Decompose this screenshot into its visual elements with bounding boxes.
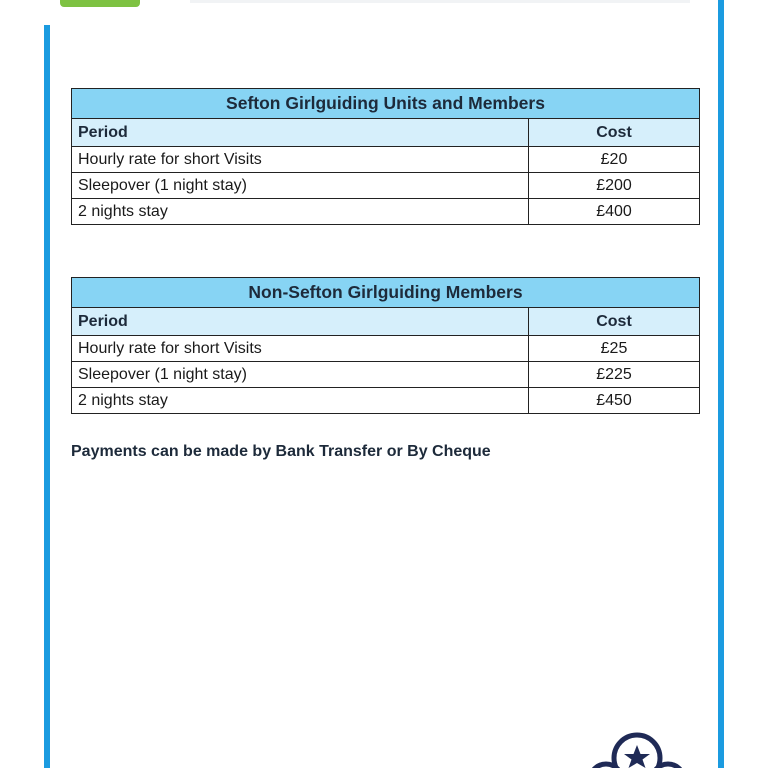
- cost-cell: £400: [529, 199, 700, 225]
- right-blue-border: [718, 0, 724, 768]
- table-row: [72, 336, 700, 362]
- table-row: [72, 388, 700, 414]
- cost-cell: £450: [529, 388, 700, 414]
- period-header: Period: [72, 119, 529, 147]
- sefton-rates-table: [71, 88, 700, 225]
- left-blue-border: [44, 25, 50, 768]
- table-row: [72, 173, 700, 199]
- cost-cell: £20: [529, 147, 700, 173]
- cost-header: Cost: [529, 119, 700, 147]
- non-sefton-rates-table: [71, 277, 700, 414]
- period-cell: Hourly rate for short Visits: [72, 336, 529, 362]
- table-header-row: [72, 119, 700, 147]
- table-row: [72, 147, 700, 173]
- table-title: Non-Sefton Girlguiding Members: [72, 278, 700, 308]
- table-row: [72, 199, 700, 225]
- period-cell: Sleepover (1 night stay): [72, 173, 529, 199]
- table-title-row: [72, 278, 700, 308]
- period-cell: Sleepover (1 night stay): [72, 362, 529, 388]
- table-title: Sefton Girlguiding Units and Members: [72, 89, 700, 119]
- cost-cell: £225: [529, 362, 700, 388]
- trefoil-star-icon: [592, 728, 682, 768]
- payment-note: Payments can be made by Bank Transfer or By Cheque: [71, 443, 491, 460]
- top-green-badge: [60, 0, 140, 7]
- cost-header: Cost: [529, 308, 700, 336]
- table-header-row: [72, 308, 700, 336]
- top-divider: [190, 0, 690, 3]
- period-cell: Hourly rate for short Visits: [72, 147, 529, 173]
- period-header: Period: [72, 308, 529, 336]
- table-row: [72, 362, 700, 388]
- period-cell: 2 nights stay: [72, 388, 529, 414]
- cost-cell: £25: [529, 336, 700, 362]
- table-title-row: [72, 89, 700, 119]
- cost-cell: £200: [529, 173, 700, 199]
- period-cell: 2 nights stay: [72, 199, 529, 225]
